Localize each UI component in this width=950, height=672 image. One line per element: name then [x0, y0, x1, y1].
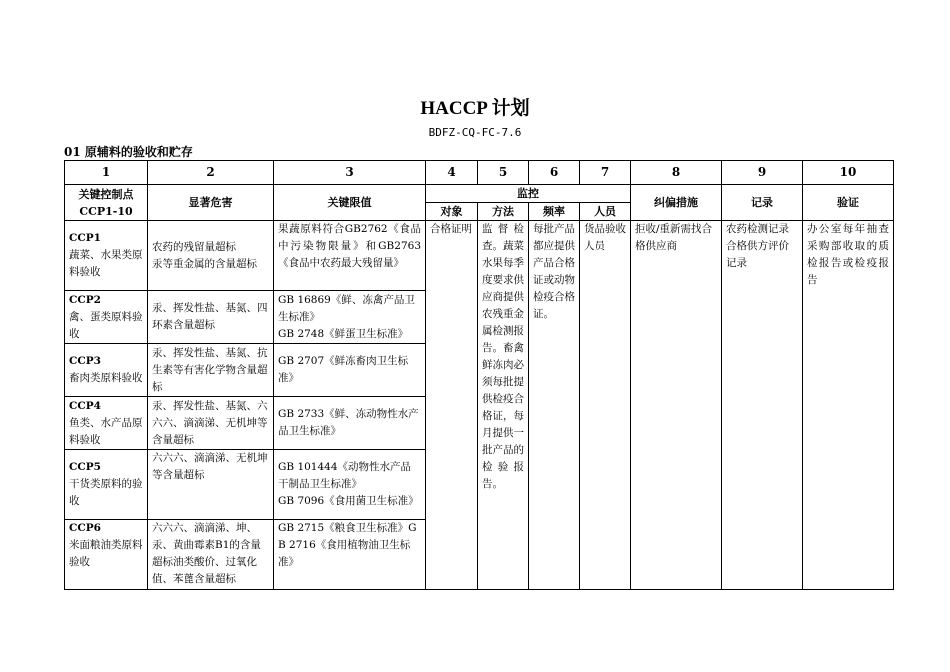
limit-text: 果蔬原料符合GB2762《食品中污染物限量》和GB2763《食品中农药最大残留量》 — [278, 223, 421, 269]
header-hazard: 显著危害 — [148, 185, 274, 221]
column-number-row — [65, 161, 894, 185]
ccp-name: 干货类原料的验收 — [69, 478, 143, 507]
section-title: 01 原辅料的验收和贮存 — [64, 145, 193, 159]
header-ccp — [65, 185, 148, 221]
ccp-code: CCP6 — [69, 522, 101, 534]
method-cell: 监督检查。蔬菜水果每季度要求供应商提供农残重金属检测报告。畜禽鲜冻肉必须每批提供检疫合格证，每月提供一批产品的检验报告。 — [478, 221, 529, 590]
ccp-cell — [65, 344, 148, 397]
hazard-cell — [148, 291, 274, 344]
column-number: 4 — [426, 161, 478, 185]
hazard-text: 汞等重金属的含量超标 — [152, 257, 257, 270]
limit-cell — [274, 291, 426, 344]
header-verification: 验证 — [803, 185, 894, 221]
table-row — [65, 221, 894, 291]
document-code: BDFZ-CQ-FC-7.6 — [428, 126, 522, 139]
ccp-code: CCP3 — [69, 355, 101, 367]
hazard-text: 汞、挥发性盐、基氮、六六六、滴滴涕、无机坤等含量超标 — [152, 399, 268, 446]
object-cell: 合格证明 — [426, 221, 478, 590]
hazard-cell — [148, 397, 274, 450]
ccp-name: 鱼类、水产品原料验收 — [69, 416, 143, 446]
limit-cell — [274, 520, 426, 590]
header-limit: 关键限值 — [274, 185, 426, 221]
record-text: 农药检测记录 — [726, 223, 789, 235]
ccp-cell — [65, 520, 148, 590]
column-number: 10 — [803, 161, 894, 185]
limit-text: GB 2707《鲜冻畜肉卫生标准》 — [278, 355, 409, 384]
ccp-name: 蔬菜、水果类原料验收 — [69, 249, 143, 278]
ccp-name: 禽、蛋类原料验收 — [69, 310, 143, 340]
page-title: HACCP 计划 — [420, 98, 530, 119]
header-corrective: 纠偏措施 — [631, 185, 722, 221]
corrective-cell: 拒收/重新需找合格供应商 — [631, 221, 722, 590]
limit-text: GB 2715《粮食卫生标准》GB 2716《食用植物油卫生标准》 — [278, 522, 417, 568]
column-number: 3 — [274, 161, 426, 185]
header-monitoring: 监控 — [426, 185, 631, 203]
column-number: 1 — [65, 161, 148, 185]
limit-cell — [274, 450, 426, 520]
hazard-text: 农药的残留量超标 — [152, 240, 236, 253]
hazard-cell — [148, 450, 274, 520]
ccp-code: CCP4 — [69, 399, 101, 412]
frequency-cell: 每批产品都应提供产品合格证或动物检疫合格证。 — [529, 221, 580, 590]
ccp-cell — [65, 221, 148, 291]
header-personnel: 人员 — [580, 203, 631, 221]
ccp-code: CCP5 — [69, 461, 101, 473]
ccp-code: CCP1 — [69, 232, 101, 244]
personnel-cell: 货品验收人员 — [580, 221, 631, 590]
ccp-name: 米面粮油类原料验收 — [69, 539, 143, 568]
limit-text: GB 16869《鲜、冻禽产品卫生标准》 — [278, 293, 415, 323]
header-object: 对象 — [426, 203, 478, 221]
hazard-text: 汞、挥发性盐、基氮、四环素含量超标 — [152, 302, 268, 331]
ccp-cell — [65, 291, 148, 344]
verification-cell: 办公室每年抽查采购部收取的质检报告或检疫报告 — [803, 221, 894, 590]
haccp-plan-table — [64, 160, 894, 590]
hazard-text: 汞、挥发性盐、基氮、抗生素等有害化学物含量超标 — [152, 346, 268, 393]
limit-text: GB 101444《动物性水产品干制品卫生标准》 — [278, 461, 412, 490]
limit-text: GB 2748《鲜蛋卫生标准》 — [278, 327, 409, 340]
column-number: 6 — [529, 161, 580, 185]
hazard-cell — [148, 221, 274, 291]
record-text: 合格供方评价记录 — [726, 240, 789, 269]
hazard-text: 六六六、滴滴涕、无机坤等含量超标 — [152, 452, 268, 481]
header-frequency: 频率 — [529, 203, 580, 221]
ccp-name: 畜肉类原料验收 — [69, 372, 143, 384]
header-method: 方法 — [478, 203, 529, 221]
column-number: 9 — [722, 161, 803, 185]
header-row — [65, 185, 894, 203]
hazard-cell — [148, 344, 274, 397]
header-ccp-line1: 关键控制点 — [78, 187, 134, 201]
limit-cell — [274, 397, 426, 450]
header-ccp-line2: CCP1-10 — [79, 204, 133, 218]
column-number: 8 — [631, 161, 722, 185]
limit-text: GB 2733《鲜、冻动物性水产品卫生标准》 — [278, 408, 419, 437]
header-record: 记录 — [722, 185, 803, 221]
column-number: 7 — [580, 161, 631, 185]
column-number: 5 — [478, 161, 529, 185]
hazard-cell — [148, 520, 274, 590]
limit-text: GB 7096《食用菌卫生标准》 — [278, 495, 419, 507]
hazard-text: 六六六、滴滴涕、坤、汞、黄曲霉素B1的含量超标油类酸价、过氧化值、苯蓖含量超标 — [152, 522, 261, 585]
ccp-cell — [65, 450, 148, 520]
record-cell — [722, 221, 803, 590]
ccp-cell — [65, 397, 148, 450]
ccp-code: CCP2 — [69, 293, 101, 306]
limit-cell — [274, 344, 426, 397]
column-number: 2 — [148, 161, 274, 185]
limit-cell — [274, 221, 426, 291]
